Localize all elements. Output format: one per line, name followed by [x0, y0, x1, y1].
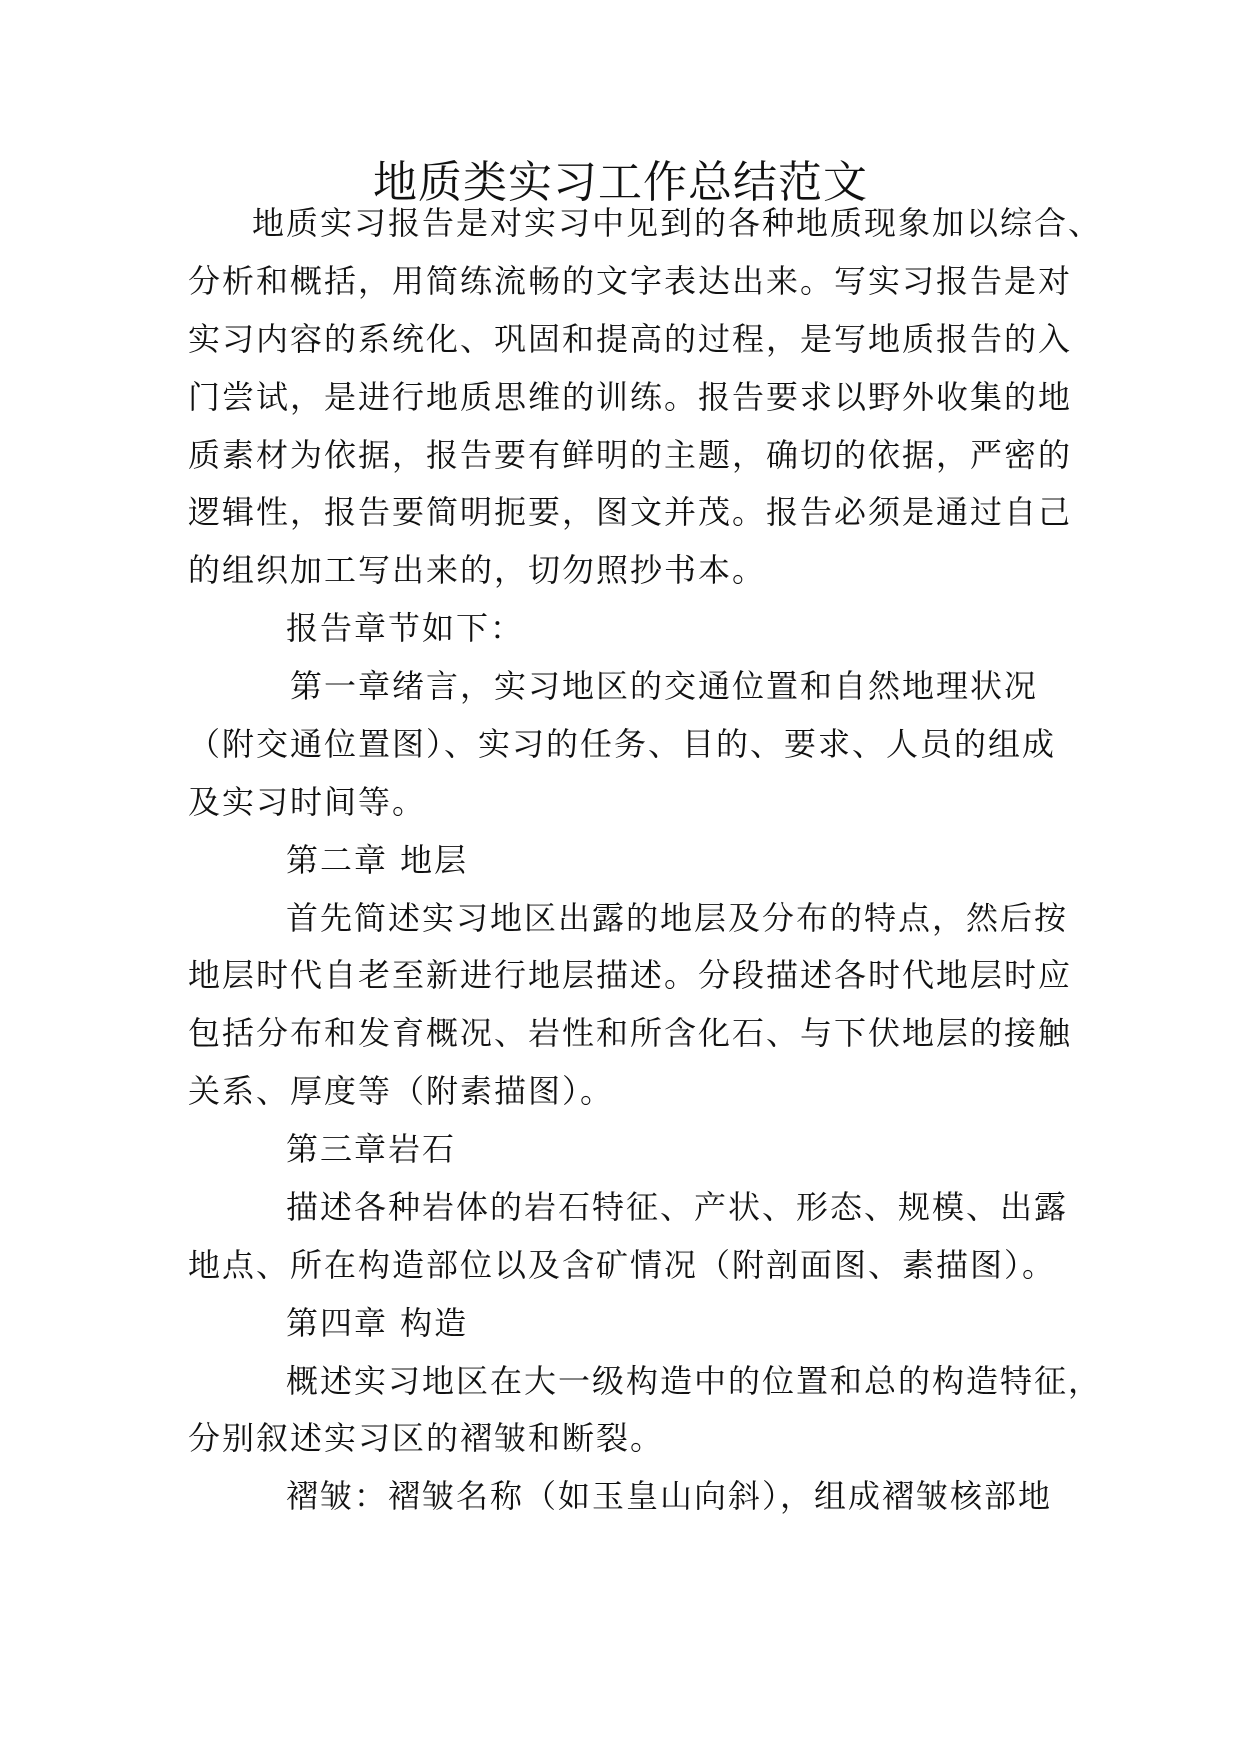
chapter-one-line-1: 第一章绪言，实习地区的交通位置和自然地理状况 [290, 667, 1039, 705]
body-line-intro-3: 实习内容的系统化、巩固和提高的过程，是写地质报告的入 [188, 320, 1073, 358]
body-line-intro-5: 质素材为依据，报告要有鲜明的主题，确切的依据，严密的 [188, 436, 1073, 474]
body-line-intro-4: 门尝试，是进行地质思维的训练。报告要求以野外收集的地 [188, 378, 1073, 416]
body-line-intro-1: 地质实习报告是对实习中见到的各种地质现象加以综合、 [252, 204, 1103, 242]
document-title: 地质类实习工作总结范文 [373, 157, 868, 208]
chapter-four-heading: 第四章 构造 [286, 1304, 469, 1342]
chapter-two-line-1: 首先简述实习地区出露的地层及分布的特点，然后按 [286, 899, 1069, 937]
chapter-one-line-2: （附交通位置图）、实习的任务、目的、要求、人员的组成 [188, 725, 1057, 763]
chapter-three-line-1: 描述各种岩体的岩石特征、产状、形态、规模、出露 [286, 1188, 1069, 1226]
fold-description-line: 褶皱：褶皱名称（如玉皇山向斜），组成褶皱核部地 [286, 1477, 1053, 1515]
chapter-four-line-1: 概述实习地区在大一级构造中的位置和总的构造特征， [286, 1362, 1103, 1400]
section-lead-chapters: 报告章节如下： [286, 609, 525, 647]
chapter-two-line-4: 关系、厚度等（附素描图）。 [188, 1072, 615, 1110]
chapter-three-heading: 第三章岩石 [286, 1130, 457, 1168]
body-line-intro-7: 的组织加工写出来的，切勿照抄书本。 [188, 551, 767, 589]
chapter-two-line-3: 包括分布和发育概况、岩性和所含化石、与下伏地层的接触 [188, 1014, 1073, 1052]
chapter-one-line-3: 及实习时间等。 [188, 783, 427, 821]
chapter-four-line-2: 分别叙述实习区的褶皱和断裂。 [188, 1419, 665, 1457]
body-line-intro-2: 分析和概括，用简练流畅的文字表达出来。写实习报告是对 [188, 262, 1073, 300]
chapter-two-line-2: 地层时代自老至新进行地层描述。分段描述各时代地层时应 [188, 956, 1073, 994]
chapter-two-heading: 第二章 地层 [286, 841, 469, 879]
body-line-intro-6: 逻辑性，报告要简明扼要，图文并茂。报告必须是通过自己 [188, 493, 1073, 531]
chapter-three-line-2: 地点、所在构造部位以及含矿情况（附剖面图、素描图）。 [188, 1246, 1057, 1284]
